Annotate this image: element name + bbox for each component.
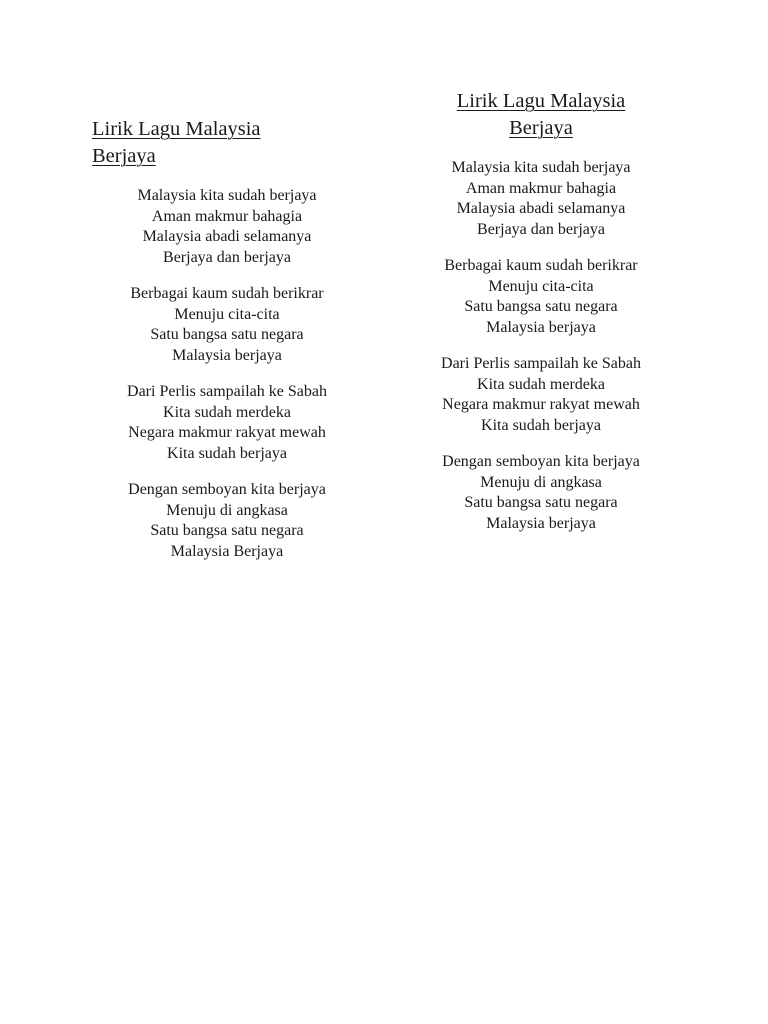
lyric-line: Kita sudah merdeka [477,375,605,393]
lyric-line: Kita sudah berjaya [481,416,601,434]
lyric-line: Menuju cita-cita [488,277,594,295]
lyrics-title-right [415,88,667,142]
lyric-line: Menuju di angkasa [480,473,602,491]
lyrics-column-left [92,116,362,562]
lyric-line: Malaysia berjaya [172,346,282,364]
stanza [92,382,362,464]
lyric-line: Malaysia berjaya [486,318,596,336]
lyric-line: Satu bangsa satu negara [464,494,618,511]
lyric-line: Satu bangsa satu negara [150,522,304,539]
lyrics-column-right [415,88,667,534]
lyric-line: Malaysia Berjaya [170,542,284,560]
lyric-line: Dengan semboyan kita berjaya [442,453,640,470]
lyric-line: Satu bangsa satu negara [464,298,618,315]
lyric-line: Berjaya dan berjaya [477,220,605,238]
title-line: Lirik Lagu Malaysia [92,118,261,140]
lyric-line: Berbagai kaum sudah berikrar [130,285,324,302]
stanza [415,158,667,240]
lyric-line: Kita sudah merdeka [163,403,291,421]
lyric-line: Menuju di angkasa [166,501,288,519]
title-line: Berjaya [92,145,156,167]
stanza [92,284,362,366]
lyric-line: Negara makmur rakyat mewah [128,424,326,441]
lyric-line: Aman makmur bahagia [465,179,617,197]
stanza [415,256,667,338]
stanza [92,480,362,562]
lyrics-body-right [415,158,667,534]
lyric-line: Malaysia berjaya [486,514,596,532]
lyrics-body-left [92,186,362,562]
lyric-line: Malaysia abadi selamanya [142,228,312,245]
lyric-line: Malaysia kita sudah berjaya [137,187,317,204]
lyric-line: Menuju cita-cita [174,305,280,323]
lyric-line: Negara makmur rakyat mewah [442,396,640,413]
lyrics-title-left [92,116,362,170]
title-line: Lirik Lagu Malaysia [456,90,626,112]
lyric-line: Berbagai kaum sudah berikrar [444,257,638,274]
lyric-line: Kita sudah berjaya [167,444,287,462]
lyric-line: Malaysia kita sudah berjaya [451,159,631,176]
title-line: Berjaya [509,117,573,139]
lyric-line: Dari Perlis sampailah ke Sabah [441,355,641,372]
lyric-line: Satu bangsa satu negara [150,326,304,343]
stanza [92,186,362,268]
lyric-line: Dengan semboyan kita berjaya [128,481,326,498]
stanza [415,354,667,436]
stanza [415,452,667,534]
lyric-line: Berjaya dan berjaya [163,248,291,266]
lyric-line: Malaysia abadi selamanya [456,200,626,217]
lyric-line: Aman makmur bahagia [151,207,303,225]
lyric-line: Dari Perlis sampailah ke Sabah [127,383,327,400]
